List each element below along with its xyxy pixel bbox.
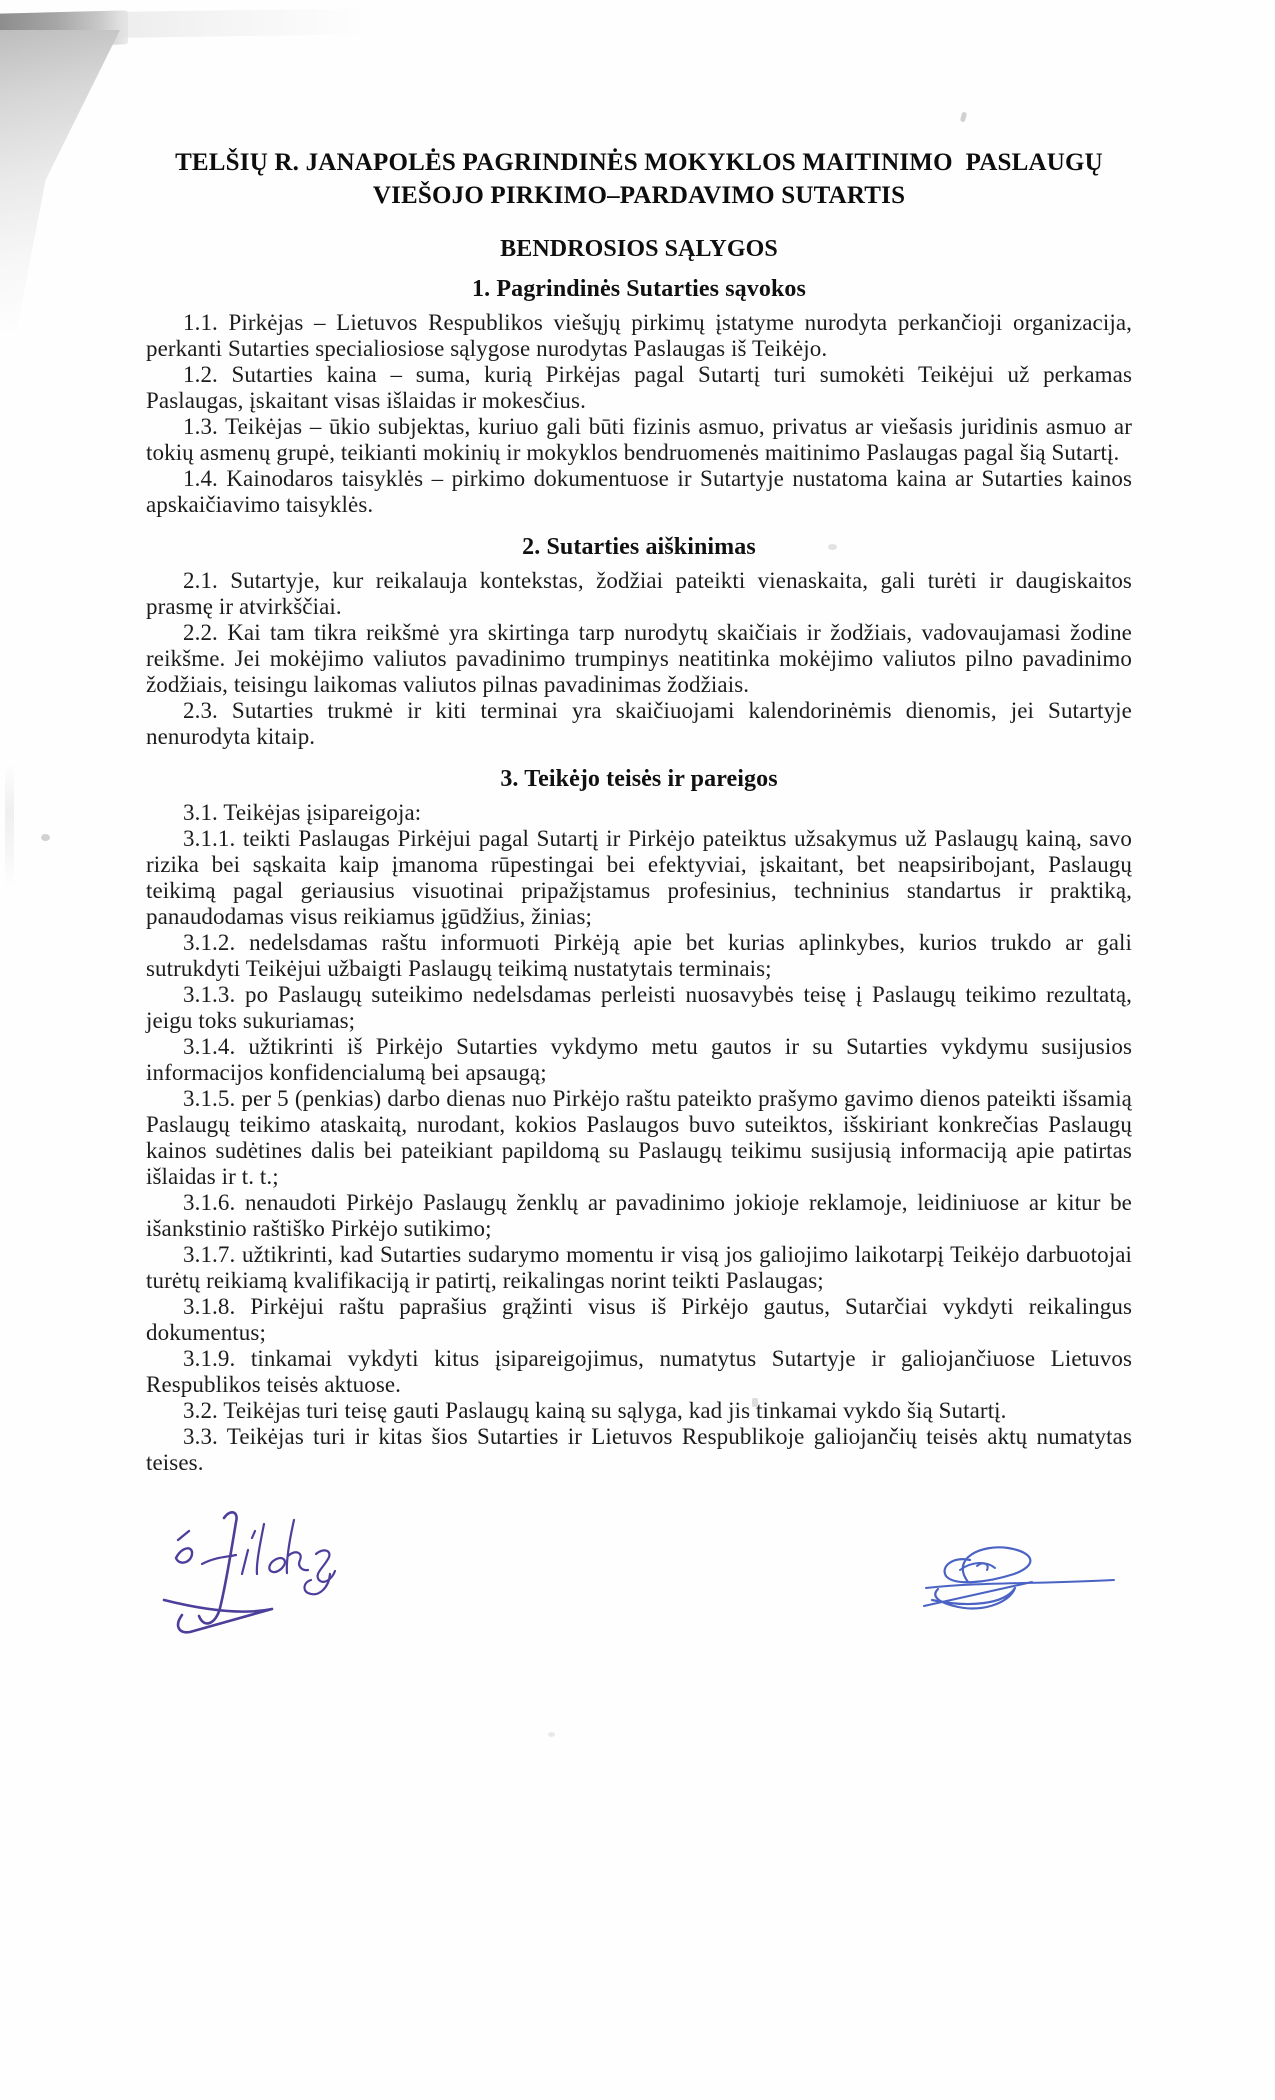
clause-3-1-4: 3.1.4. užtikrinti iš Pirkėjo Sutarties vykdymo metu gautos ir su Sutarties vykdymu susijusios informacijos konfidencialumą bei apsaugą; — [146, 1034, 1132, 1085]
handwritten-signature-icon — [910, 1538, 1120, 1628]
clause-1-3: 1.3. Teikėjas – ūkio subjektas, kuriuo gali būti fizinis asmuo, privatus ar viešasis juridinis asmuo ar tokių asmenų grupė, teikianti mokinių ir mokyklos bendruomenės maitinimo Paslaugas pagal šią Sutartį. — [146, 414, 1132, 465]
clause-3-1-5: 3.1.5. per 5 (penkias) darbo dienas nuo Pirkėjo raštu pateikto prašymo gavimo dienos pateikti išsamią Paslaugų teikimo ataskaitą, nurodant, kokios Paslaugos buvo suteiktos, išskiriant konkrečias Paslaugų kainos sudėtines dalis bei pateikiant papildomą su Paslaugų teikimu susijusią informaciją apie patirtas išlaidas ir t. t.; — [146, 1086, 1132, 1189]
scan-edge-wisp — [5, 760, 14, 890]
clause-3-1-1: 3.1.1. teikti Paslaugas Pirkėjui pagal Sutartį ir Pirkėjo pateiktus užsakymus už Paslaugų kainą, savo rizika bei sąskaita kaip įmanoma rūpestingai bei efektyviai, įskaitant, bet neapsiribojant, Paslaugų teikimą pagal geriausius visuotinai pripažįstamus profesinius, techninius standartus ir praktiką, panaudodamas visus reikiamus įgūdžius, žinias; — [146, 826, 1132, 929]
section-3-heading: 3. Teikėjo teisės ir pareigos — [500, 766, 778, 792]
title-line-2: VIEŠOJO PIRKIMO–PARDAVIMO SUTARTIS — [372, 182, 906, 209]
document-subtitle: BENDROSIOS SĄLYGOS — [500, 236, 778, 262]
document-title — [146, 146, 1132, 212]
clause-2-1: 2.1. Sutartyje, kur reikalauja kontekstas, žodžiai pateikti vienaskaita, gali turėti ir daugiskaitos prasmę ir atvirkščiai. — [146, 568, 1132, 619]
handwritten-signature-icon — [158, 1500, 358, 1650]
clause-3-1-7: 3.1.7. užtikrinti, kad Sutarties sudarymo momentu ir visą jos galiojimo laikotarpį Teikėjo darbuotojai turėtų reikiamą kvalifikaciją ir patirtį, reikalingas norint teikti Paslaugas; — [146, 1242, 1132, 1293]
signature-right-ink — [910, 1538, 1120, 1633]
contract-body — [146, 146, 1132, 1476]
section-1-heading: 1. Pagrindinės Sutarties sąvokos — [472, 276, 806, 302]
clause-3-1-3: 3.1.3. po Paslaugų suteikimo nedelsdamas perleisti nuosavybės teisę į Paslaugų teikimo rezultatą, jeigu toks sukuriamas; — [146, 982, 1132, 1033]
signature-left-ink — [158, 1500, 358, 1655]
section-2-heading: 2. Sutarties aiškinimas — [522, 534, 756, 560]
scan-shadow-top-wash — [120, 8, 380, 38]
title-line-1: TELŠIŲ R. JANAPOLĖS PAGRINDINĖS MOKYKLOS MAITINIMO PASLAUGŲ — [175, 149, 1103, 176]
scan-speck — [41, 834, 50, 841]
clause-1-1: 1.1. Pirkėjas – Lietuvos Respublikos viešųjų pirkimų įstatyme nurodyta perkančioji organizacija, perkanti Sutarties specialiosiose sąlygose nurodytas Paslaugas iš Teikėjo. — [146, 310, 1132, 361]
clause-2-2: 2.2. Kai tam tikra reikšmė yra skirtinga tarp nurodytų skaičiais ir žodžiais, vadovaujamasi žodine reikšme. Jei mokėjimo valiutos pavadinimo trumpinys neatitinka mokėjimo valiutos pilno pavadinimo žodžiais, teisingu laikomas valiutos pilnas pavadinimas žodžiais. — [146, 620, 1132, 697]
scan-shadow-top-left-fade — [0, 30, 120, 330]
clause-1-4: 1.4. Kainodaros taisyklės – pirkimo dokumentuose ir Sutartyje nustatoma kaina ar Sutarties kainos apskaičiavimo taisyklės. — [146, 466, 1132, 517]
scan-speck — [548, 1732, 555, 1737]
clause-3-1: 3.1. Teikėjas įsipareigoja: — [183, 800, 422, 825]
clause-3-1-8: 3.1.8. Pirkėjui raštu paprašius grąžinti visus iš Pirkėjo gautus, Sutarčiai vykdyti reikalingus dokumentus; — [146, 1294, 1132, 1345]
clause-2-3: 2.3. Sutarties trukmė ir kiti terminai yra skaičiuojami kalendorinėmis dienomis, jei Sutartyje nenurodyta kitaip. — [146, 698, 1132, 749]
scan-speck — [960, 112, 967, 123]
clause-3-1-9: 3.1.9. tinkamai vykdyti kitus įsipareigojimus, numatytus Sutartyje ir galiojančiuose Lietuvos Respublikos teisės aktuose. — [146, 1346, 1132, 1397]
clause-3-1-6: 3.1.6. nenaudoti Pirkėjo Paslaugų ženklų ar pavadinimo jokioje reklamoje, leidiniuose ar kitur be išankstinio raštiško Pirkėjo sutikimo; — [146, 1190, 1132, 1241]
clause-3-3: 3.3. Teikėjas turi ir kitas šios Sutarties ir Lietuvos Respublikoje galiojančių teisės aktų numatytas teises. — [146, 1424, 1132, 1475]
clause-1-2: 1.2. Sutarties kaina – suma, kurią Pirkėjas pagal Sutartį turi sumokėti Teikėjui už perkamas Paslaugas, įskaitant visas išlaidas ir mokesčius. — [146, 362, 1132, 413]
clause-3-1-2: 3.1.2. nedelsdamas raštu informuoti Pirkėją apie bet kurias aplinkybes, kurios trukdo ar gali sutrukdyti Teikėjui užbaigti Paslaugų teikimą nustatytais terminais; — [146, 930, 1132, 981]
clause-3-2: 3.2. Teikėjas turi teisę gauti Paslaugų kainą su sąlyga, kad jis tinkamai vykdo šią Sutartį. — [183, 1398, 1007, 1423]
